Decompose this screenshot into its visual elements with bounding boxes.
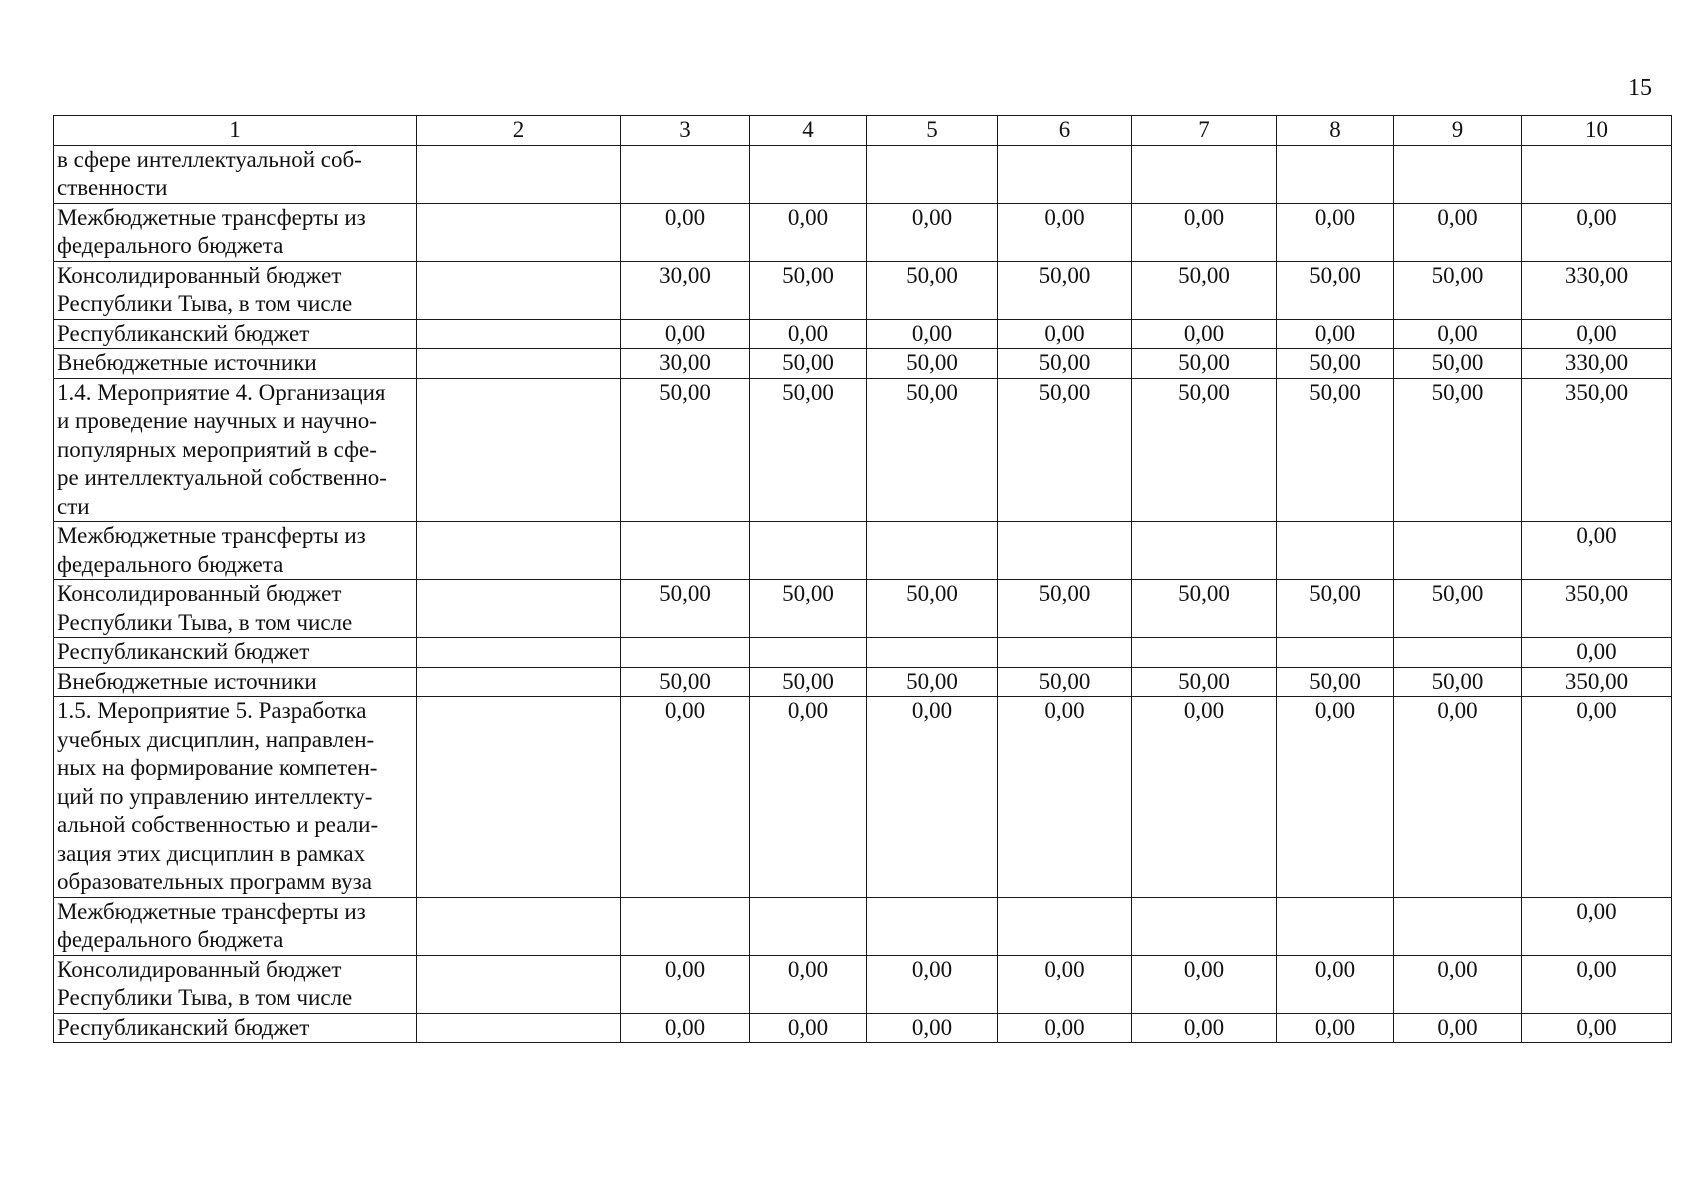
budget-table: [53, 115, 1672, 1043]
value-cell: 0,00: [1277, 319, 1394, 349]
table-row: [54, 378, 1672, 522]
col2-cell: [417, 522, 621, 580]
table-row: [54, 697, 1672, 898]
value-cell: 0,00: [998, 203, 1132, 261]
value-cell: 50,00: [750, 378, 867, 522]
value-cell: 50,00: [750, 261, 867, 319]
value-cell: 0,00: [998, 697, 1132, 898]
value-cell: [1277, 522, 1394, 580]
value-cell: 30,00: [621, 349, 750, 379]
value-cell: [1277, 897, 1394, 955]
value-cell: 0,00: [998, 955, 1132, 1013]
value-cell: [1394, 145, 1522, 203]
value-cell: 0,00: [1522, 203, 1672, 261]
value-cell: 0,00: [1522, 319, 1672, 349]
row-label-cell: [54, 897, 417, 955]
value-cell: [621, 897, 750, 955]
value-cell: 350,00: [1522, 378, 1672, 522]
value-cell: 0,00: [867, 203, 998, 261]
table-row: [54, 955, 1672, 1013]
row-label-cell: [54, 319, 417, 349]
value-cell: 50,00: [998, 261, 1132, 319]
column-header: 10: [1522, 116, 1672, 146]
col2-cell: [417, 667, 621, 697]
value-cell: 50,00: [1277, 580, 1394, 638]
value-cell: 50,00: [750, 349, 867, 379]
value-cell: 50,00: [1394, 349, 1522, 379]
row-label-line: Консолидированный бюджет: [57, 262, 342, 288]
row-label-line: Межбюджетные трансферты из: [57, 204, 366, 230]
value-cell: 50,00: [998, 349, 1132, 379]
col2-cell: [417, 261, 621, 319]
value-cell: [1277, 638, 1394, 668]
value-cell: 0,00: [750, 697, 867, 898]
value-cell: 0,00: [1277, 955, 1394, 1013]
row-label-cell: [54, 697, 417, 898]
value-cell: 350,00: [1522, 580, 1672, 638]
table-row: [54, 319, 1672, 349]
value-cell: [750, 145, 867, 203]
value-cell: [867, 145, 998, 203]
value-cell: [1132, 638, 1277, 668]
row-label-line: 1.5. Мероприятие 5. Разработка: [57, 698, 367, 723]
value-cell: [998, 522, 1132, 580]
value-cell: [867, 897, 998, 955]
value-cell: [750, 897, 867, 955]
value-cell: 0,00: [621, 697, 750, 898]
row-label-cell: [54, 522, 417, 580]
value-cell: 330,00: [1522, 349, 1672, 379]
value-cell: [1132, 145, 1277, 203]
value-cell: 30,00: [621, 261, 750, 319]
value-cell: 50,00: [998, 667, 1132, 697]
value-cell: 0,00: [1132, 1013, 1277, 1043]
value-cell: 50,00: [1132, 667, 1277, 697]
table-row: [54, 580, 1672, 638]
row-label-cell: [54, 261, 417, 319]
table-row: [54, 261, 1672, 319]
column-header: 9: [1394, 116, 1522, 146]
table-row: [54, 1013, 1672, 1043]
row-label-cell: [54, 1013, 417, 1043]
col2-cell: [417, 319, 621, 349]
row-label-line: Консолидированный бюджет: [57, 581, 342, 606]
value-cell: 50,00: [998, 580, 1132, 638]
value-cell: 0,00: [1132, 319, 1277, 349]
row-label-cell: [54, 378, 417, 522]
value-cell: 50,00: [621, 667, 750, 697]
column-header: 5: [867, 116, 998, 146]
value-cell: 0,00: [1277, 1013, 1394, 1043]
col2-cell: [417, 203, 621, 261]
value-cell: 50,00: [1277, 667, 1394, 697]
column-header: 3: [621, 116, 750, 146]
value-cell: 0,00: [621, 203, 750, 261]
value-cell: [1132, 897, 1277, 955]
value-cell: 50,00: [750, 580, 867, 638]
row-label-cell: [54, 349, 417, 379]
value-cell: 50,00: [1132, 580, 1277, 638]
value-cell: 50,00: [1394, 667, 1522, 697]
value-cell: [867, 638, 998, 668]
row-label-line: Внебюджетные источники: [57, 668, 317, 694]
value-cell: 0,00: [1277, 697, 1394, 898]
row-label-line: Республики Тыва, в том числе: [57, 291, 353, 316]
row-label-line: в сфере интеллектуальной соб-: [57, 146, 362, 172]
col2-cell: [417, 897, 621, 955]
col2-cell: [417, 145, 621, 203]
page-number: 15: [1628, 75, 1652, 101]
value-cell: [750, 522, 867, 580]
value-cell: 50,00: [867, 580, 998, 638]
value-cell: 50,00: [1132, 378, 1277, 522]
value-cell: 50,00: [750, 667, 867, 697]
value-cell: 0,00: [1132, 203, 1277, 261]
value-cell: 50,00: [1277, 261, 1394, 319]
row-label-line: Межбюджетные трансферты из: [57, 523, 366, 548]
column-header: 4: [750, 116, 867, 146]
row-label-line: Республиканский бюджет: [57, 320, 310, 346]
row-label-cell: [54, 145, 417, 203]
value-cell: 0,00: [1522, 897, 1672, 955]
row-label-line: федерального бюджета: [57, 927, 284, 952]
row-label-line: федерального бюджета: [57, 551, 284, 577]
value-cell: 50,00: [621, 580, 750, 638]
value-cell: 0,00: [750, 319, 867, 349]
row-label-cell: [54, 638, 417, 668]
value-cell: 0,00: [1522, 1013, 1672, 1043]
value-cell: 50,00: [1132, 349, 1277, 379]
col2-cell: [417, 349, 621, 379]
value-cell: 0,00: [750, 203, 867, 261]
value-cell: [621, 145, 750, 203]
row-label-line: зация этих дисциплин в рамках: [57, 840, 366, 866]
row-label-cell: [54, 955, 417, 1013]
value-cell: [998, 897, 1132, 955]
column-header: 7: [1132, 116, 1277, 146]
column-header: 8: [1277, 116, 1394, 146]
value-cell: 50,00: [1394, 378, 1522, 522]
value-cell: 50,00: [1277, 378, 1394, 522]
row-label-line: популярных мероприятий в сфе-: [57, 436, 377, 462]
table-row: [54, 638, 1672, 668]
col2-cell: [417, 378, 621, 522]
value-cell: [621, 638, 750, 668]
value-cell: 0,00: [1394, 203, 1522, 261]
table-row: [54, 522, 1672, 580]
value-cell: 0,00: [1522, 522, 1672, 580]
value-cell: [621, 522, 750, 580]
value-cell: [1522, 145, 1672, 203]
row-label-line: сти: [57, 493, 90, 519]
value-cell: 0,00: [867, 955, 998, 1013]
row-label-line: Республики Тыва, в том числе: [57, 609, 353, 635]
value-cell: 50,00: [867, 261, 998, 319]
value-cell: 0,00: [621, 319, 750, 349]
value-cell: 50,00: [867, 349, 998, 379]
value-cell: 0,00: [867, 697, 998, 898]
row-label-line: ре интеллектуальной собственно-: [57, 465, 387, 490]
value-cell: 50,00: [1132, 261, 1277, 319]
value-cell: 50,00: [621, 378, 750, 522]
value-cell: 0,00: [1394, 1013, 1522, 1043]
value-cell: 0,00: [750, 955, 867, 1013]
row-label-line: альной собственностью и реали-: [57, 812, 379, 837]
value-cell: [1394, 522, 1522, 580]
value-cell: 0,00: [1522, 697, 1672, 898]
value-cell: 0,00: [1522, 955, 1672, 1013]
column-header: 6: [998, 116, 1132, 146]
value-cell: [1132, 522, 1277, 580]
header-row: [54, 116, 1672, 146]
value-cell: [1394, 638, 1522, 668]
value-cell: 0,00: [867, 319, 998, 349]
row-label-cell: [54, 667, 417, 697]
value-cell: 0,00: [1394, 955, 1522, 1013]
value-cell: [1394, 897, 1522, 955]
value-cell: 50,00: [1394, 261, 1522, 319]
row-label-cell: [54, 203, 417, 261]
value-cell: 0,00: [1522, 638, 1672, 668]
row-label-line: образовательных программ вуза: [57, 869, 372, 894]
value-cell: 0,00: [621, 1013, 750, 1043]
row-label-line: и проведение научных и научно-: [57, 408, 377, 433]
value-cell: 50,00: [867, 378, 998, 522]
row-label-line: ственности: [57, 175, 168, 200]
table-row: [54, 203, 1672, 261]
row-label-line: Межбюджетные трансферты из: [57, 898, 366, 924]
row-label-line: ций по управлению интеллекту-: [57, 783, 373, 809]
row-label-line: ных на формирование компетен-: [57, 755, 378, 780]
value-cell: 0,00: [1132, 697, 1277, 898]
column-header: 2: [417, 116, 621, 146]
table-row: [54, 897, 1672, 955]
value-cell: [1277, 145, 1394, 203]
col2-cell: [417, 697, 621, 898]
row-label-line: Республиканский бюджет: [57, 639, 310, 664]
row-label-line: Внебюджетные источники: [57, 350, 317, 375]
table-row: [54, 667, 1672, 697]
row-label-cell: [54, 580, 417, 638]
col2-cell: [417, 955, 621, 1013]
value-cell: [998, 145, 1132, 203]
col2-cell: [417, 580, 621, 638]
table-row: [54, 145, 1672, 203]
table-body: [54, 145, 1672, 1043]
value-cell: 0,00: [998, 1013, 1132, 1043]
value-cell: 50,00: [867, 667, 998, 697]
value-cell: 0,00: [1277, 203, 1394, 261]
col2-cell: [417, 1013, 621, 1043]
value-cell: 50,00: [998, 378, 1132, 522]
row-label-line: 1.4. Мероприятие 4. Организация: [57, 379, 386, 405]
value-cell: 0,00: [1394, 319, 1522, 349]
table-row: [54, 349, 1672, 379]
value-cell: 0,00: [1394, 697, 1522, 898]
row-label-line: Республики Тыва, в том числе: [57, 985, 353, 1010]
value-cell: 350,00: [1522, 667, 1672, 697]
value-cell: 0,00: [998, 319, 1132, 349]
value-cell: 50,00: [1277, 349, 1394, 379]
column-header: 1: [54, 116, 417, 146]
value-cell: 50,00: [1394, 580, 1522, 638]
value-cell: [998, 638, 1132, 668]
value-cell: 0,00: [750, 1013, 867, 1043]
row-label-line: Консолидированный бюджет: [57, 956, 342, 982]
value-cell: 0,00: [1132, 955, 1277, 1013]
row-label-line: федерального бюджета: [57, 233, 284, 258]
value-cell: 0,00: [867, 1013, 998, 1043]
row-label-line: учебных дисциплин, направлен-: [57, 726, 375, 752]
col2-cell: [417, 638, 621, 668]
row-label-line: Республиканский бюджет: [57, 1014, 310, 1040]
value-cell: 330,00: [1522, 261, 1672, 319]
value-cell: [867, 522, 998, 580]
value-cell: 0,00: [621, 955, 750, 1013]
value-cell: [750, 638, 867, 668]
